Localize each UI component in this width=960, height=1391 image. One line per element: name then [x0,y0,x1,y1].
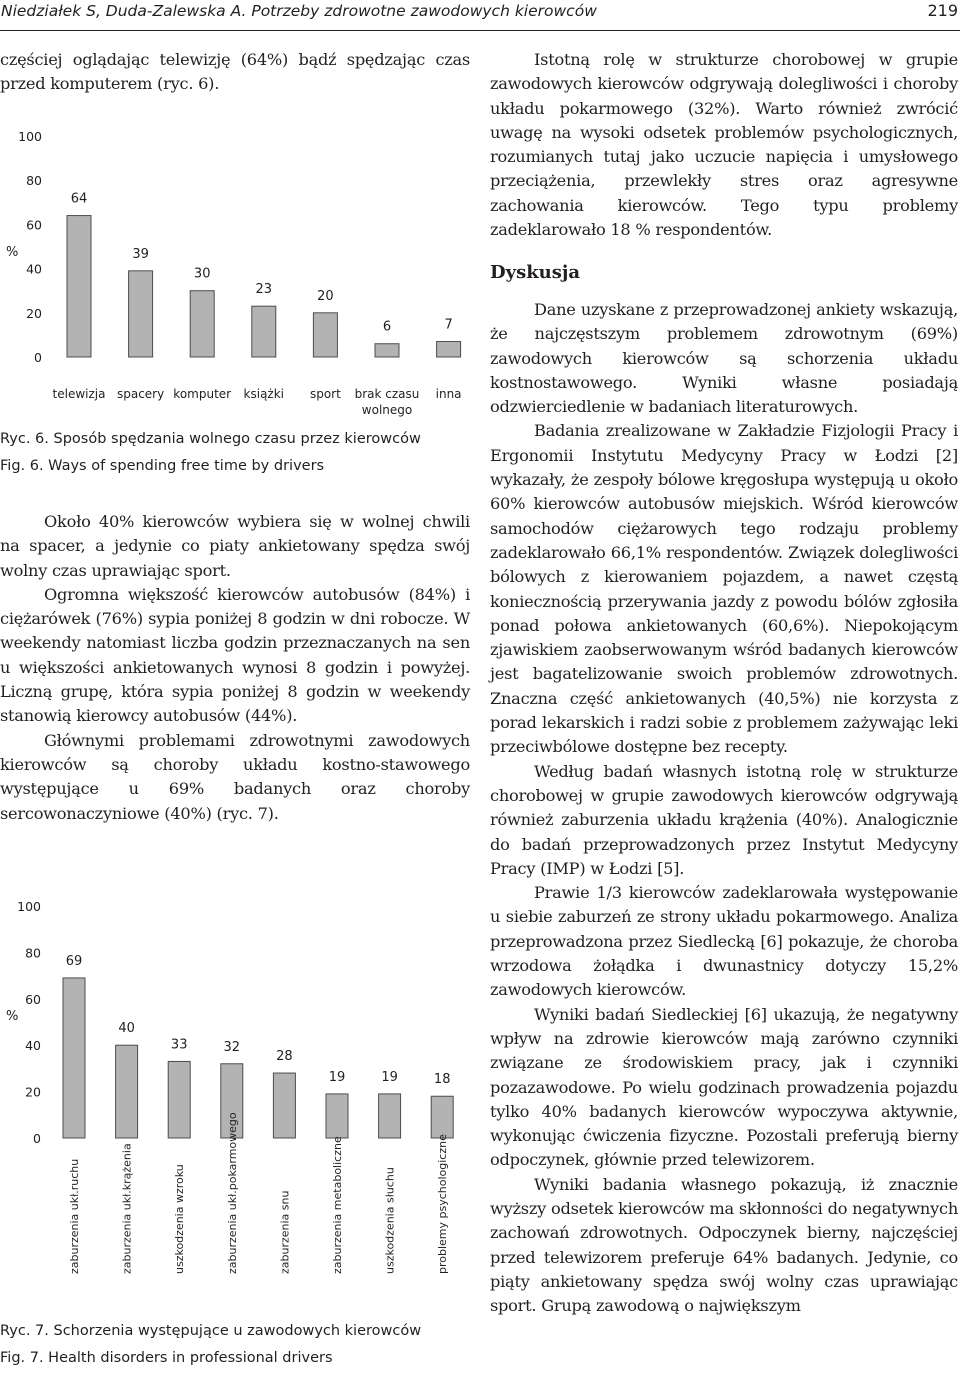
fig6-data-label: 6 [382,319,392,335]
fig7-category-label: zaburzenia ukł.ruchu [68,1158,81,1274]
right-intro [490,48,958,242]
fig7-category-label: uszkodzenia słuchu [383,1167,397,1274]
fig6-data-label: 7 [444,317,453,333]
right-paragraph-6: Wyniki badania własnego pokazują, iż znacznie wyższy odsetek kierowców ma skłonności do negatywnych zachowań zdrowotnych. Odpoczynek bierny, najczęściej przed telewizorem preferuje 64% badanych. Jedynie, co piąty ankietowany spędza swój wolny czas uprawiając sport. Grupą zawodową o największym [490,1174,958,1316]
fig7-bar [63,978,85,1138]
left-intro [0,48,470,97]
fig7-ytick-label: 100 [17,899,41,914]
fig6-ytick-label: 80 [26,173,42,189]
fig7-category-label: zaburzenia ukł.pokarmowego [225,1112,239,1274]
right-paragraph-3: Według badań własnych istotną rolę w strukturze chorobowej w grupie zawodowych kierowców odgrywają również zaburzenia układu krążenia (40%). Analogicznie do badań przeprowadzonych przez Instytut Medycyny Pracy (IMP) w Łodzi [5]. [490,761,958,878]
fig6-category-label: komputer [173,387,232,401]
fig6-data-label: 23 [255,282,273,298]
fig7-category-label: uszkodzenia wzroku [173,1164,187,1274]
fig6-caption-pl: Ryc. 6. Sposób spędzania wolnego czasu przez kierowców [0,431,421,447]
fig7-data-label: 69 [65,953,83,969]
fig7-bar [431,1096,453,1138]
fig6-caption-en: Fig. 6. Ways of spending free time by drivers [0,458,325,474]
left-paragraph-1: Około 40% kierowców wybiera się w wolnej chwili na spacer, a jedynie co piaty ankietowany spędza swój wolny czas uprawiając sport. [0,512,470,580]
fig6-bar [190,291,214,357]
fig6-bar [67,216,91,357]
fig7-bar [168,1061,190,1138]
running-header [0,0,960,31]
fig7-bar [379,1094,401,1138]
fig7-data-label: 19 [328,1069,346,1085]
fig7-bar [116,1045,138,1138]
fig7-data-label: 18 [433,1072,451,1088]
fig7-caption-en: Fig. 7. Health disorders in professional drivers [0,1350,333,1366]
fig7-bar [273,1073,295,1138]
fig6-bar [252,306,276,357]
fig6-category-label: brak czasu wolnego [354,387,420,417]
fig7-data-label: 32 [223,1039,241,1055]
right-body [490,298,958,1318]
fig6-ytick-label: 60 [26,217,42,233]
fig7-category-label: zaburzenia snu [278,1190,292,1274]
fig7-ytick-label: 80 [25,945,41,961]
fig6-ytick-label: 0 [34,350,42,365]
fig7-ytick-label: 20 [25,1084,41,1100]
page-number: 219 [927,1,958,20]
fig7-data-label: 33 [170,1037,188,1053]
fig7-category-label: zaburzenia ukł.krążenia [120,1143,134,1274]
fig6-category-label: telewizja [52,387,106,401]
fig6-ytick-label: 100 [18,129,42,144]
fig6-category-label: inna [435,387,462,401]
fig7-ylabel: % [6,1009,19,1024]
fig7-ytick-label: 40 [25,1038,41,1054]
fig6-bar [313,313,337,357]
fig6-bar [437,342,461,357]
fig6-data-label: 39 [132,246,149,262]
fig6-ytick-label: 40 [26,261,42,277]
fig6-data-label: 64 [70,191,88,207]
figure-7-chart [0,890,470,1315]
left-intro-paragraph: częściej oglądając telewizję (64%) bądź spędzając czas przed komputerem (ryc. 6). [0,50,470,94]
left-paragraph-2: Ogromna większość kierowców autobusów (84%) i ciężarówek (76%) sypia poniżej 8 godzin w dni robocze. W weekendy natomiast liczba godzin przeznaczanych na sen u większości ankietowanych wynosi 8 godzin i powyżej. Liczną grupę, która sypia poniżej 8 godzin w weekendy stanowią kierowcy autobusów (44%). [0,584,470,726]
right-paragraph-2: Badania zrealizowane w Zakładzie Fizjologii Pracy i Ergonomii Instytutu Medycyny Pracy w Łodzi [2] wykazały, że zespoły bólowe kręgosłupa występują u około 60% kierowców autobusów miejskich. Wśród kierowców samochodów ciężarowych tego rodzaju problemy zadeklarowało 66,1% respondentów. Związek dolegliwości bólowych z kierowaniem pojazdem, a nawet częstą koniecznością przerywania jazdy z powodu bólów zgłosiła ponad połowa ankietowanych (60,6%). Niepokojącym zjawiskiem zaobserwowanym wśród badanych kierowców jest bagatelizowanie swoich problemów zdrowotnych. Znaczna część ankietowanych (40,5%) nie korzysta z porad lekarskich i radzi sobie z problemem zażywając leki przeciwbólowe dostępne bez recepty. [490,421,958,757]
fig6-category-label: sport [309,387,341,401]
fig6-ylabel: % [6,245,19,260]
fig7-category-label: problemy psychologiczne [436,1134,450,1274]
right-paragraph-1: Dane uzyskane z przeprowadzonej ankiety wskazują, że najczęstszym problemem zdrowotnym (69%) zawodowych kierowców są schorzenia układu kostnostawowego. Wyniki własne posiadają odzwierciedlenie w badaniach literaturowych. [490,300,958,417]
right-paragraph-4: Prawie 1/3 kierowców zadeklarowała występowanie u siebie zaburzeń ze strony układu pokarmowego. Analiza przeprowadzona przez Siedlecką [6] pokazuje, że choroba wrzodowa żołądka i dwunastnicy dotyczy 15,2% zawodowych kierowców. [490,883,958,1000]
fig6-bar [375,344,399,357]
running-title: Niedziałek S, Duda-Zalewska A. Potrzeby zdrowotne zawodowych kierowców [1,2,597,20]
fig7-caption-pl: Ryc. 7. Schorzenia występujące u zawodowych kierowców [0,1323,422,1339]
fig7-bar [326,1094,348,1138]
fig6-ytick-label: 20 [26,305,42,321]
left-body [0,510,470,826]
fig6-bar [129,271,153,357]
fig7-data-label: 40 [118,1021,135,1037]
right-paragraph-5: Wyniki badań Siedleckiej [6] ukazują, że negatywny wpływ na zdrowie kierowców mają zarówno czynniki związane ze środowiskiem pracy, jak i czynniki pozazawodowe. Po wielu godzinach prowadzenia pojazdu tylko 40% badanych kierowców wypoczywa aktywnie, wykonując ćwiczenia fizyczne. Pozostali preferują bierny odpoczynek, głównie przed telewizorem. [490,1004,958,1170]
fig6-data-label: 20 [317,288,334,304]
right-intro-paragraph: Istotną rolę w strukturze chorobowej w grupie zawodowych kierowców odgrywają dolegliwości i choroby układu pokarmowego (32%). Warto również zwrócić uwagę na wysoki odsetek problemów psychologicznych, rozumianych tutaj jako uczucie napięcia i umysłowego przeciążenia, przewlekły stres oraz agresywne zachowania kierowców. Tego typu problemy zadeklarowało 18 % respondentów. [490,50,958,240]
section-heading-dyskusja: Dyskusja [490,262,581,283]
fig7-ytick-label: 0 [33,1131,41,1146]
fig6-data-label: 30 [193,266,211,282]
fig6-category-label: spacery [116,387,165,401]
figure-6-chart [0,125,470,425]
fig6-category-label: książki [243,387,285,401]
fig7-ytick-label: 60 [25,991,41,1007]
fig7-data-label: 28 [276,1049,293,1065]
left-paragraph-3: Głównymi problemami zdrowotnymi zawodowych kierowców są choroby układu kostno-stawowego występujące u 69% badanych oraz choroby sercowonaczyniowe (40%) (ryc. 7). [0,730,470,823]
fig7-category-label: zaburzenia metaboliczne [331,1136,344,1274]
fig7-data-label: 19 [381,1069,398,1085]
